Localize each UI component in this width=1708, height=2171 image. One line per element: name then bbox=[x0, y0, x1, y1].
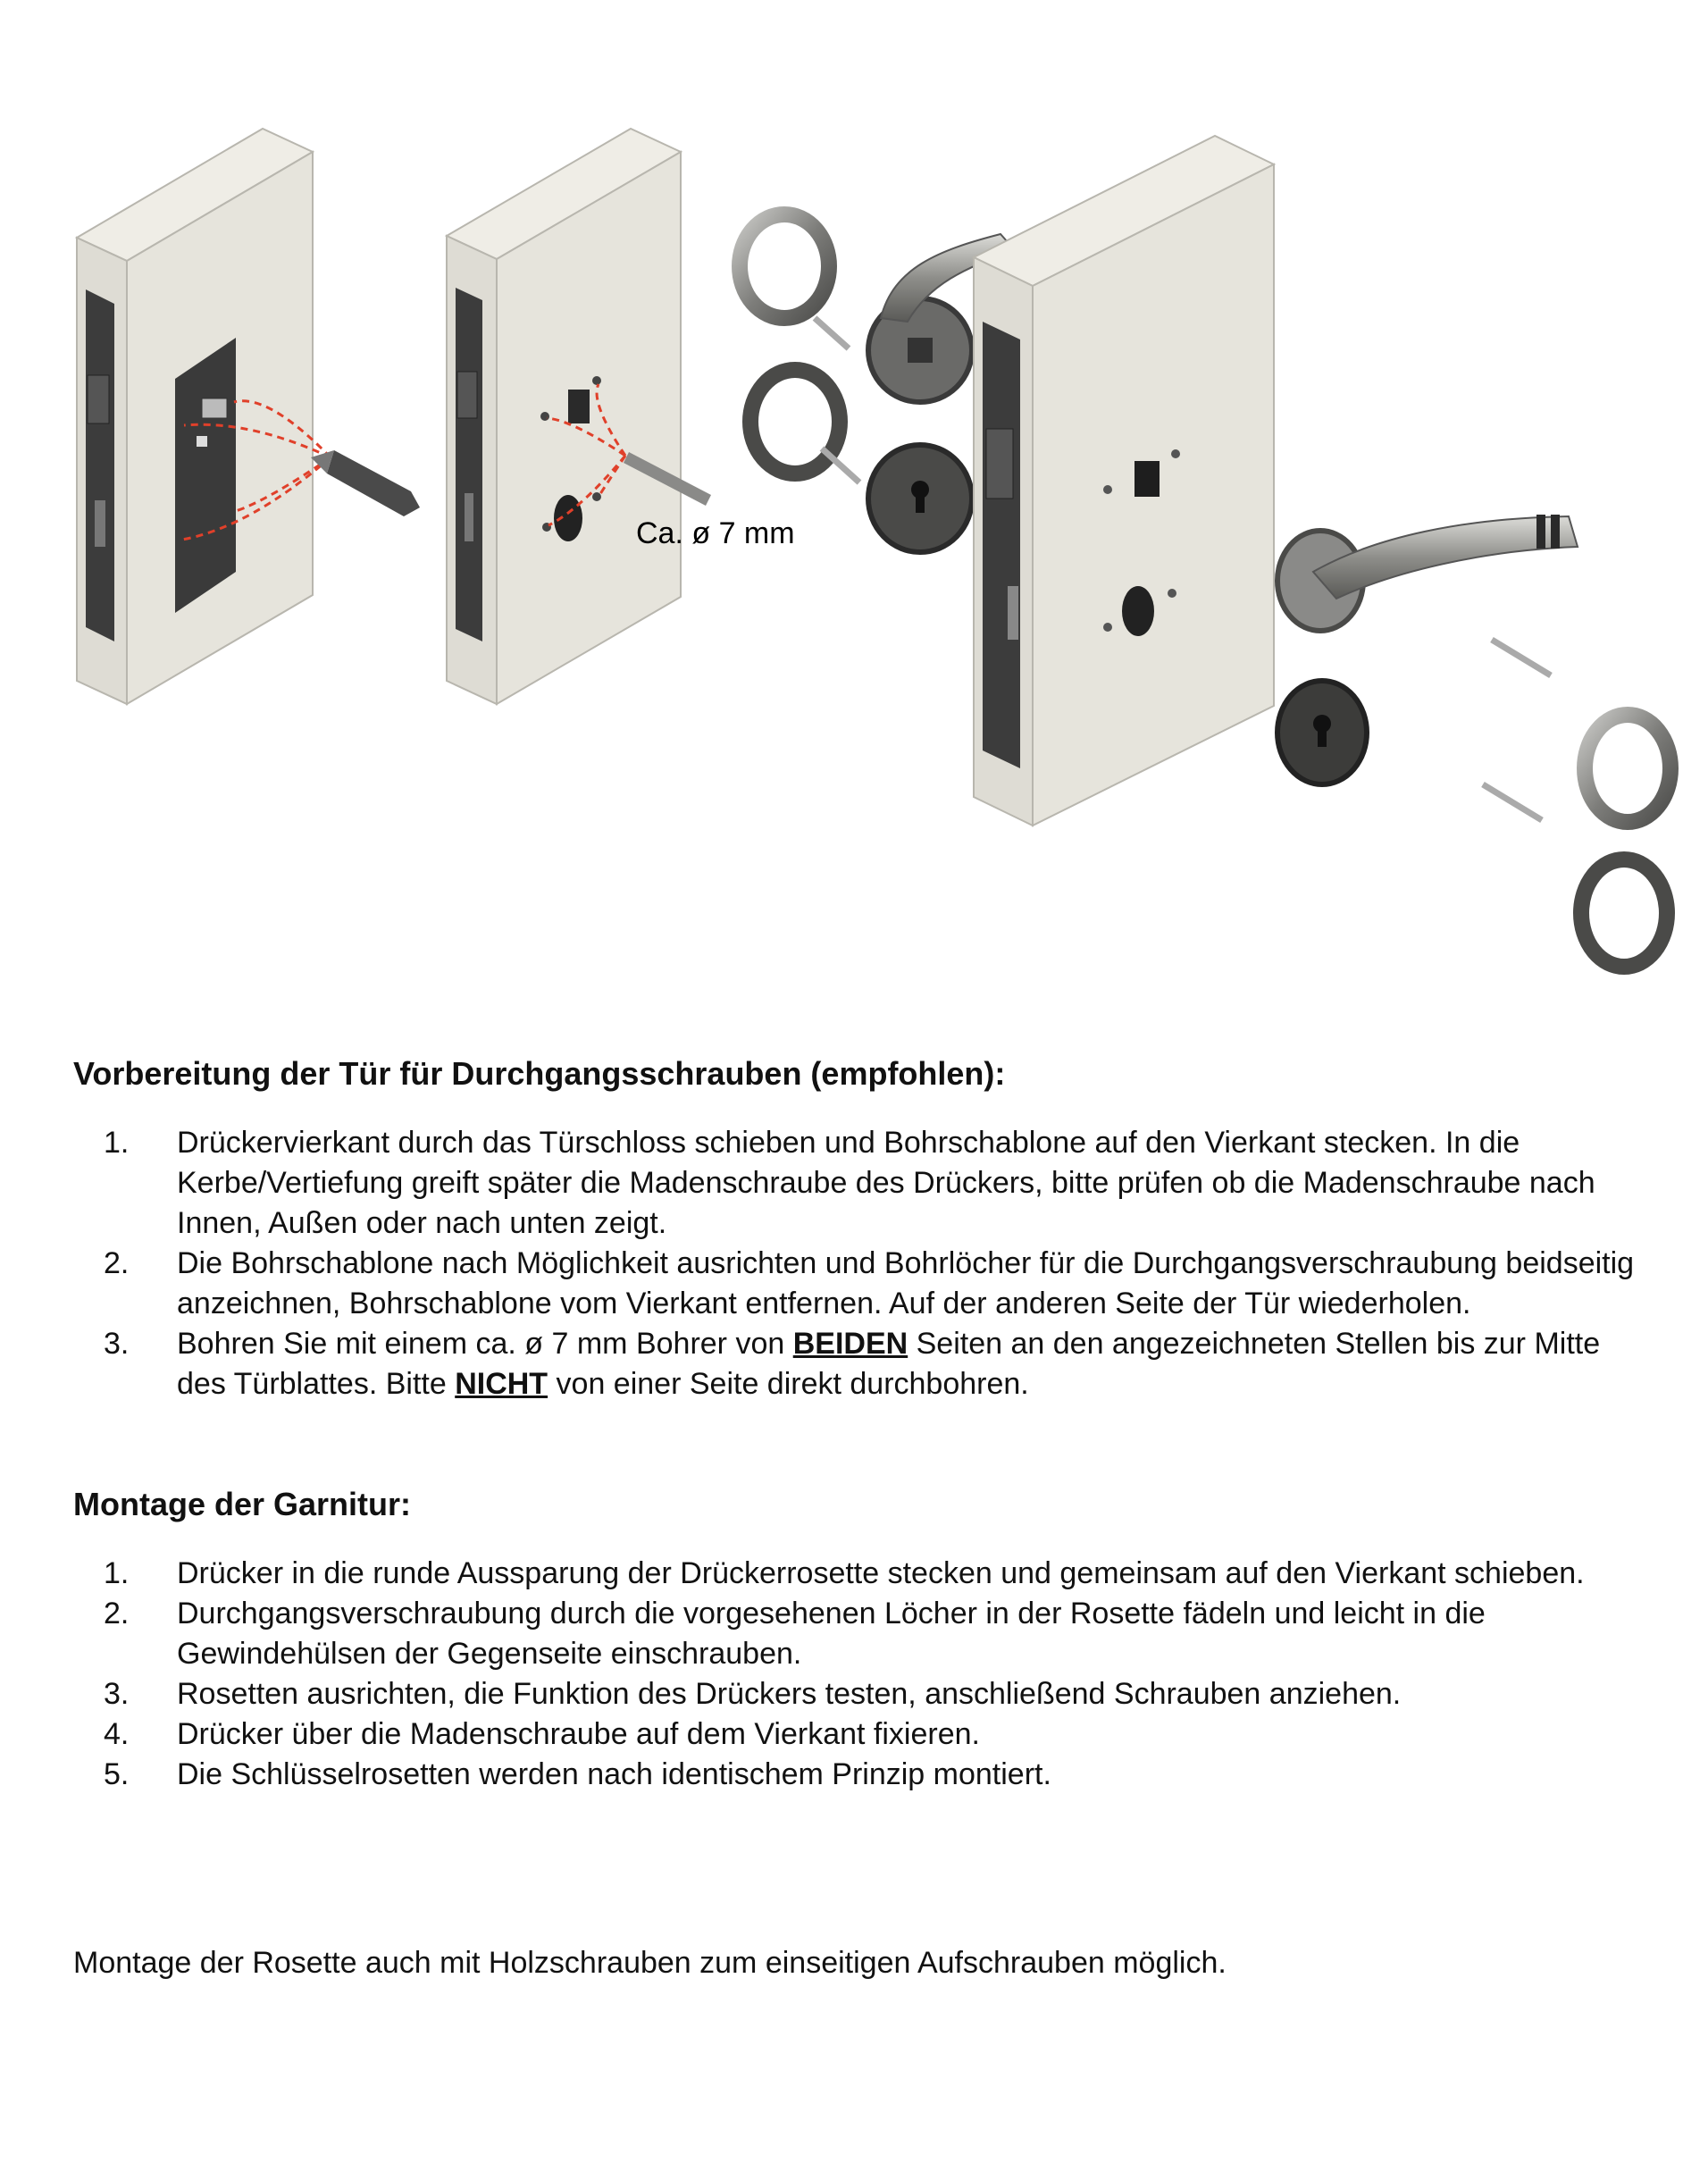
assembly-steps bbox=[73, 1554, 1645, 1795]
preparation-steps bbox=[73, 1123, 1645, 1404]
instructions bbox=[73, 1054, 1645, 1795]
closing-note: Montage der Rosette auch mit Holzschrauben zum einseitigen Aufschrauben möglich. bbox=[73, 1946, 1227, 1980]
emphasis-nicht: NICHT bbox=[455, 1367, 548, 1402]
list-item: 2. Durchgangsverschraubung durch die vorgesehenen Löcher in der Rosette fädeln und leicht in die Gewindehülsen der Gegenseite einschrauben. bbox=[104, 1597, 1486, 1672]
drill-template bbox=[175, 338, 236, 613]
list-item: 4. Drücker über die Madenschraube auf dem Vierkant fixieren. bbox=[104, 1717, 980, 1752]
door-drilling bbox=[447, 129, 711, 704]
section-title-preparation: Vorbereitung der Tür für Durchgangsschrauben (empfohlen): bbox=[73, 1055, 1006, 1092]
pencil bbox=[327, 450, 420, 516]
rosette-set-right bbox=[1277, 515, 1670, 967]
list-item: 2. Die Bohrschablone nach Möglichkeit ausrichten und Bohrlöcher für die Durchgangsverschraubung beidseitig anzeichnen, Bohrschablone vom Vierkant entfernen. Auf der anderen Seite der Tür wiederholen. bbox=[104, 1246, 1635, 1321]
list-item: 1. Drücker in die runde Aussparung der Drückerrosette stecken und gemeinsam auf den Vierkant schieben. bbox=[104, 1556, 1585, 1591]
list-item: 3. Bohren Sie mit einem ca. ø 7 mm Bohrer von BEIDEN Seiten an den angezeichneten Stellen bis zur Mitte des Türblattes. Bitte NICHT von einer Seite direkt durchbohren. bbox=[104, 1327, 1601, 1402]
door-with-template bbox=[77, 129, 420, 704]
door-mounted bbox=[974, 136, 1274, 826]
list-item: 3. Rosetten ausrichten, die Funktion des Drückers testen, anschließend Schrauben anziehen. bbox=[104, 1677, 1402, 1712]
emphasis-beiden: BEIDEN bbox=[792, 1327, 908, 1362]
section-title-assembly: Montage der Garnitur: bbox=[73, 1486, 412, 1523]
drill-diameter-label: Ca. ø 7 mm bbox=[636, 516, 795, 550]
list-item: 5. Die Schlüsselrosetten werden nach identischem Prinzip montiert. bbox=[104, 1757, 1051, 1792]
assembly-illustration bbox=[0, 0, 1708, 1001]
list-item: 1. Drückervierkant durch das Türschloss schieben und Bohrschablone auf den Vierkant stecken. In die Kerbe/Vertiefung greift später die Madenschraube des Drückers, bitte prüfen ob die Madenschraube nach Innen, Außen oder nach unten zeigt. bbox=[104, 1126, 1595, 1241]
